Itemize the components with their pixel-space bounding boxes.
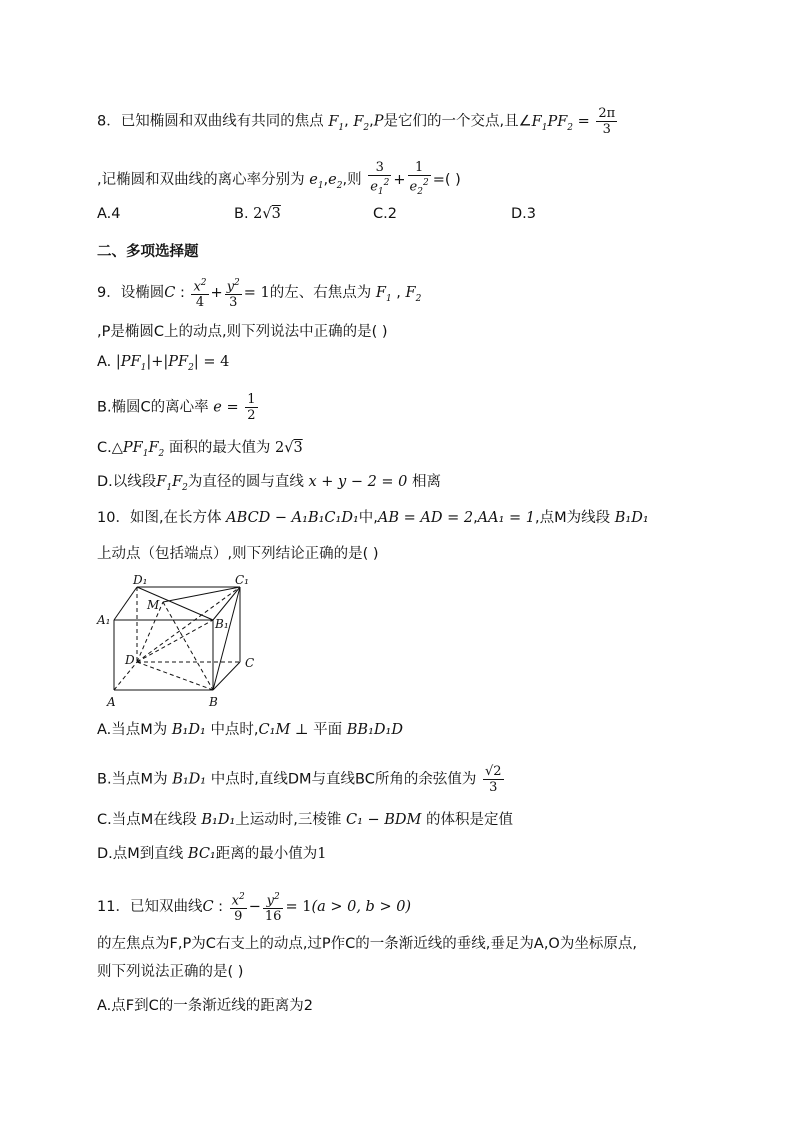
q8-text: 8．已知椭圆和双曲线有共同的焦点	[97, 113, 324, 130]
q8-then: ,则	[342, 171, 362, 188]
q10-option-a: A.当点M为 B₁D₁ 中点时,C₁M ⊥ 平面 BB₁D₁D	[97, 722, 403, 738]
q8-option-d: D.3	[511, 206, 536, 222]
section-title: 二、多项选择题	[97, 244, 199, 260]
frac-y2-16: $\frac{y^2}{16}$	[264, 892, 282, 925]
q8-line2: ,记椭圆和双曲线的离心率分别为 $e_1,e_2$,则 $\frac{3}{e_1^2}$ + $\frac{1}{e_2^2}$ =( )	[97, 160, 461, 200]
label-a1: A₁	[97, 613, 111, 627]
q9-line1: 9．设椭圆C : $\frac{x^2}{4}$ + $\frac{y^2}{3}$ = 1的左、右焦点为 $F_1$ , $F_2$	[97, 278, 422, 311]
label-d: D	[125, 653, 135, 667]
frac-sqrt2-3: $\frac{√2}{3}$	[484, 764, 502, 795]
label-m: M	[147, 598, 160, 612]
frac-1-2: $\frac{1}{2}$	[247, 392, 256, 423]
q8-text3: ,记椭圆和双曲线的离心率分别为	[97, 171, 305, 188]
frac-1-e2: $\frac{1}{e_2^2}$	[409, 160, 429, 197]
frac-3-e1: $\frac{3}{e_1^2}$	[370, 160, 390, 197]
frac-x2-9: $\frac{x^2}{9}$	[231, 892, 245, 925]
frac-y2-3: $\frac{y^2}{3}$	[226, 278, 240, 311]
q10-option-d: D.点M到直线 BC₁距离的最小值为1	[97, 846, 327, 862]
q10-line2: 上动点（包括端点）,则下列结论正确的是( )	[97, 546, 379, 562]
frac-2pi-3: $\frac{2\pi}{3}$	[598, 106, 616, 137]
q11-line1: 11．已知双曲线C : $\frac{x^2}{9}$ − $\frac{y^2}{16}$ = 1(a > 0, b > 0)	[97, 892, 412, 925]
q8-option-b: B. 2√3	[234, 206, 281, 222]
q9-option-b: B.椭圆C的离心率 e = $\frac{1}{2}$	[97, 392, 256, 423]
q8-comma: ,	[344, 113, 349, 130]
q9-option-d: D.以线段$F_1F_2$为直径的圆与直线 x + y − 2 = 0 相离	[97, 474, 442, 493]
angle-f1pf2: $F_1PF_2$	[531, 113, 573, 133]
frac-x2-4: $\frac{x^2}{4}$	[193, 278, 207, 311]
q10-option-b: B.当点M为 B₁D₁ 中点时,直线DM与直线BC所角的余弦值为 $\frac{√2}{3}$	[97, 764, 502, 795]
q9-text: 9．设椭圆	[97, 285, 165, 302]
q8-line1: 8．已知椭圆和双曲线有共同的焦点 $F_1$, $F_2,P$是它们的一个交点,且$\angle F_1PF_2$ = $\frac{2\pi}{3}$	[97, 106, 616, 137]
q8-text2: 是它们的一个交点,且∠	[383, 113, 532, 130]
focus-f2: $F_2$	[353, 113, 370, 133]
label-b: B	[209, 695, 218, 709]
label-b1: B₁	[215, 617, 229, 631]
q10-option-c: C.当点M在线段 B₁D₁上运动时,三棱锥 C₁ − BDM 的体积是定值	[97, 812, 514, 828]
q10-line1: 10．如图,在长方体 ABCD − A₁B₁C₁D₁中,AB = AD = 2,AA₁ = 1,点M为线段 B₁D₁	[97, 510, 649, 526]
q11-line3: 则下列说法正确的是( )	[97, 964, 244, 980]
q8-option-c: C.2	[373, 206, 397, 222]
q9-option-a: A. $|PF_1|+|PF_2| = 4$	[97, 354, 230, 373]
cuboid-figure	[95, 572, 265, 712]
focus-f1: $F_1$	[328, 113, 345, 133]
q11-option-a: A.点F到C的一条渐近线的距离为2	[97, 998, 313, 1014]
q9-option-c: $C.\triangle PF_1F_2$ 面积的最大值为 2√3	[97, 440, 303, 459]
q11-line2: 的左焦点为F,P为C右支上的动点,过P作C的一条渐近线的垂线,垂足为A,O为坐标原点,	[97, 936, 637, 952]
q9-text2: 的左、右焦点为	[269, 285, 372, 302]
q8-paren: =( )	[432, 171, 461, 188]
label-d1: D₁	[133, 573, 148, 587]
label-c: C	[245, 656, 255, 670]
label-c1: C₁	[235, 573, 249, 587]
label-a: A	[107, 695, 116, 709]
q8-option-a: A.4	[97, 206, 121, 222]
q9-line2: ,P是椭圆C上的动点,则下列说法中正确的是( )	[97, 324, 388, 340]
